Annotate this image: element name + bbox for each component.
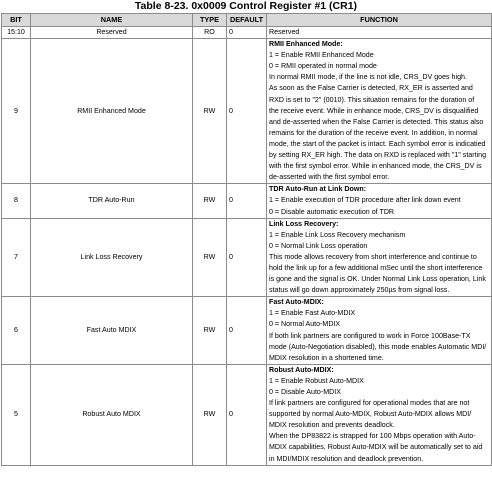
function-line: In normal RMII mode, if the line is not idle, CRS_DV goes high.	[269, 73, 467, 82]
cell-type: RW	[193, 39, 227, 184]
function-title: TDR Auto-Run at Link Down:	[269, 185, 367, 194]
cell-type: RW	[193, 297, 227, 365]
cell-function	[267, 364, 492, 465]
function-line: supported by normal Auto-MDIX, Robust Auto-MDIX allows MDI/	[269, 410, 472, 419]
cell-bit: 15:10	[2, 27, 31, 39]
function-line: hold the link up for a few additional mSec until the short interference	[269, 263, 483, 272]
column-header-default: DEFAULT	[227, 14, 267, 27]
cell-function	[267, 39, 492, 184]
function-line: RXD is set to "2" (0010). This situation remains for the duration of	[269, 95, 475, 104]
table-header-row	[2, 14, 492, 27]
function-line: MDIX capabilities, Robust Auto-MDIX will be automatically set to aid	[269, 443, 483, 452]
function-line: 1 = Enable Fast Auto-MDIX	[269, 309, 356, 318]
cell-function	[267, 218, 492, 297]
function-line: and de-asserted when the False Carrier is detected. This status also	[269, 117, 484, 126]
cell-bit: 9	[2, 39, 31, 184]
cell-type: RW	[193, 218, 227, 297]
table-row	[2, 218, 492, 297]
cell-bit: 7	[2, 218, 31, 297]
function-line: mode (Auto-Negotiation disabled), this mode enables Automatic MDI/	[269, 342, 487, 351]
cell-function	[267, 184, 492, 218]
function-line: If both link partners are configured to work in Force 100Base-TX	[269, 331, 471, 340]
function-line: This mode allows recovery from short interference and continue to	[269, 252, 477, 261]
function-line: the receive event. While in enhance mode, CRS_DV is disqualified	[269, 106, 479, 115]
table-row	[2, 27, 492, 39]
cell-bit: 8	[2, 184, 31, 218]
column-header-name: NAME	[31, 14, 193, 27]
function-line: status will go down approximately 250µs from signal loss.	[269, 286, 450, 295]
function-line: 0 = Normal Auto-MDIX	[269, 320, 341, 329]
function-line: 1 = Enable Robust Auto-MDIX	[269, 376, 364, 385]
function-line: with the first symbol error. While in enhanced mode, the CRS_DV is	[269, 162, 482, 171]
function-line: 0 = RMII operated in normal mode	[269, 62, 377, 71]
function-line: 0 = Normal Link Loss operation	[269, 241, 368, 250]
function-line: As soon as the False Carrier is detected, RX_ER is asserted and	[269, 84, 473, 93]
column-header-type: TYPE	[193, 14, 227, 27]
cell-type: RW	[193, 184, 227, 218]
function-line: is gone and the signal is OK. Under Normal Link Loss operation, Link	[269, 275, 486, 284]
register-table	[1, 13, 492, 466]
cell-default: 0	[227, 364, 267, 465]
cell-function	[267, 297, 492, 365]
cell-name: TDR Auto-Run	[31, 184, 193, 218]
cell-name: Reserved	[31, 27, 193, 39]
table-body	[2, 27, 492, 466]
function-line: remains for the duration of the receive event. In addition, in normal	[269, 128, 478, 137]
function-line: in MDI/MDIX resolution and deadlock prevention.	[269, 454, 424, 463]
column-header-bit: BIT	[2, 14, 31, 27]
cell-bit: 6	[2, 297, 31, 365]
function-line: 1 = Enable Link Loss Recovery mechanism	[269, 230, 406, 239]
cell-default: 0	[227, 184, 267, 218]
cell-bit: 5	[2, 364, 31, 465]
function-title: Link Loss Recovery:	[269, 219, 339, 228]
function-line: de-asserted with the first symbol error.	[269, 173, 390, 182]
cell-default: 0	[227, 27, 267, 39]
cell-name: Robust Auto MDIX	[31, 364, 193, 465]
table-row	[2, 297, 492, 365]
function-title: RMII Enhanced Mode:	[269, 40, 343, 49]
function-line: 1 = Enable RMII Enhanced Mode	[269, 51, 374, 60]
cell-type: RO	[193, 27, 227, 39]
cell-default: 0	[227, 297, 267, 365]
function-line: 0 = Disable Auto-MDIX	[269, 388, 341, 396]
table-caption: Table 8-23. 0x0009 Control Register #1 (CR1)	[134, 0, 358, 12]
column-header-function: FUNCTION	[267, 14, 492, 27]
cell-default: 0	[227, 39, 267, 184]
function-line: MDIX resolution and prevents deadlock.	[269, 421, 395, 430]
cell-name: Link Loss Recovery	[31, 218, 193, 297]
cell-name: RMII Enhanced Mode	[31, 39, 193, 184]
cell-function	[267, 27, 492, 39]
cell-default: 0	[227, 218, 267, 297]
function-title: Robust Auto-MDIX:	[269, 365, 334, 374]
cell-type: RW	[193, 364, 227, 465]
function-line: 1 = Enable execution of TDR procedure after link down event	[269, 196, 461, 205]
function-title: Fast Auto-MDIX:	[269, 298, 324, 307]
function-line: MDIX resolution in a shortened time.	[269, 353, 384, 362]
table-row	[2, 39, 492, 184]
table-row	[2, 184, 492, 218]
table-row	[2, 364, 492, 465]
function-line: by setting RX_ER high. The data on RXD is replaced with "1" starting	[269, 151, 487, 160]
function-line: 0 = Disable automatic execution of TDR	[269, 207, 395, 216]
function-line: mode, the start of the packet is intact. Each symbol error is indicatied	[269, 139, 486, 148]
function-line: If link partners are configured for operational modes that are not	[269, 399, 470, 408]
cell-name: Fast Auto MDIX	[31, 297, 193, 365]
function-line: When the DP83822 is strapped for 100 Mbps operation with Auto-	[269, 432, 476, 441]
function-line: Reserved	[269, 28, 300, 36]
